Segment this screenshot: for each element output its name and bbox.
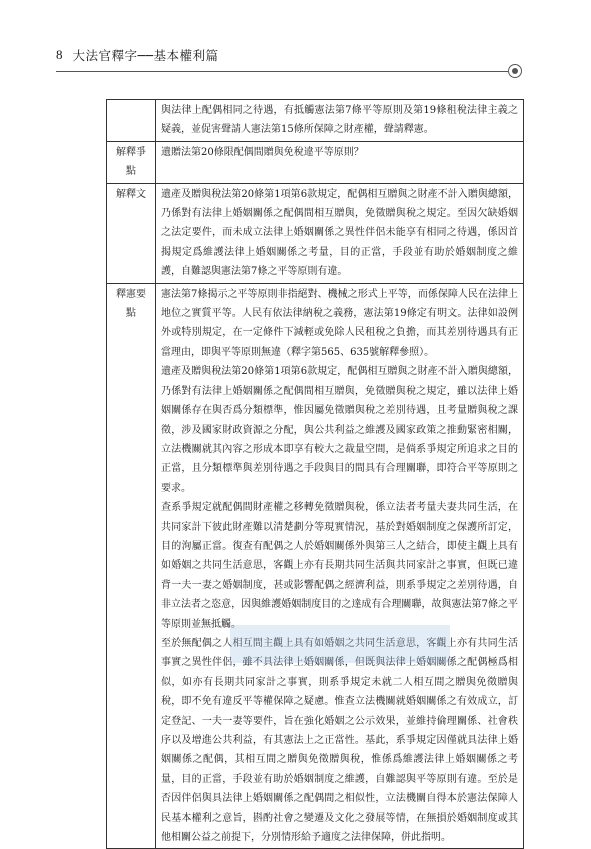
table-row <box>107 283 524 849</box>
continued-label-cell <box>107 100 156 142</box>
holding-cell <box>156 183 524 283</box>
table-row <box>107 100 524 142</box>
reasoning-paragraph: 查系爭規定就配偶間財產權之移轉免徵贈與稅，係立法者考量夫妻共同生活，在共同家計下彼此財產難以清楚劃分等現實情況，基於對婚姻制度之保護所訂定，目的洵屬正當。復查有配偶之人於婚姻關係外與第三人之結合，即使主觀上具有如婚姻之共同生活意思，客觀上亦有長期共同生活與共同家計之事實，但既已違背一夫一妻之婚姻制度，甚或影響配偶之經濟利益，則系爭規定之差別待遇，自非立法者之恣意，因與維護婚姻制度目的之達成有合理關聯，故與憲法第7條之平等原則並無抵觸。 <box>161 502 518 630</box>
table-row <box>107 183 524 283</box>
issue-text: 遺贈法第20條限配偶間贈與免稅違平等原則？ <box>161 146 364 158</box>
reasoning-paragraph: 至於無配偶之人相互間主觀上具有如婚姻之共同生活意思，客觀上亦有共同生活事實之異性伴侶，雖不具法律上婚姻關係，但既與法律上婚姻關係之配偶極爲相似，如亦有長期共同家計之事實，則系爭規定未就二人相互間之贈與免徵贈與稅，即不免有違反平等權保障之疑慮。惟查立法機關就婚姻關係之有效成立，訂定登記、一夫一妻等要件，旨在強化婚姻之公示效果，並維持倫理關係、社會秩序以及增進公共利益，有其憲法上之正當性。基此，系爭規定因僅就具法律上婚姻關係之配偶，其相互間之贈與免徵贈與稅，惟係爲維護法律上婚姻關係之考量，目的正當，手段並有助於婚姻制度之維護，自難認與平等原則有違。至於是否因伴侶與具法律上婚姻關係之配偶間之相似性，立法機關自得本於憲法保障人民基本權利之意旨，斟酌社會之變遷及文化之發展等情，在無損於婚姻制度或其他相關公益之前提下，分別情形給予適度之法律保障，併此指明。 <box>161 637 518 844</box>
holding-text: 遺產及贈與稅法第20條第1項第6款規定，配偶相互贈與之財產不計入贈與總額，乃係對有法律上婚姻關係之配偶間相互贈與，免徵贈與稅之規定。至因欠缺婚姻之法定要件，而未成立法律上婚姻關係之異性伴侶未能享有相同之待遇，係因首揭規定爲維護法律上婚姻關係之考量，目的正當，手段並有助於婚姻制度之維護，自難認與憲法第7條之平等原則有違。 <box>161 188 518 278</box>
holding-label: 解釋文 <box>107 183 156 283</box>
page-number: 8 <box>56 47 63 62</box>
continued-text-cell <box>156 100 524 142</box>
header-rule <box>56 71 508 72</box>
reasoning-paragraph: 遺產及贈與稅法第20條第1項第6款規定，配偶相互贈與之財產不計入贈與總額，乃係對有法律上婚姻關係之配偶間相互贈與，免徵贈與稅之規定，雖以法律上婚姻關係存在與否爲分類標準，惟因屬免徵贈與稅之差別待遇，且考量贈與稅之課徵，涉及國家財政資源之分配，與公共利益之維護及國家政策之推動緊密相關，立法機關就其內容之形成本即享有較大之裁量空間，是倘系爭規定所追求之目的正當，且分類標準與差別待遇之手段與目的間具有合理關聯，即符合平等原則之要求。 <box>161 366 518 494</box>
continued-text: 與法律上配偶相同之待遇，有抵觸憲法第7條平等原則及第19條租稅法律主義之疑義，並促害聲請人憲法第15條所保障之財產權，聲請釋憲。 <box>161 105 518 136</box>
running-title: 大法官釋字──基本權利篇 <box>72 48 219 63</box>
table-row <box>107 141 524 183</box>
interpretation-table <box>106 99 524 849</box>
issue-cell <box>156 141 524 183</box>
reasoning-paragraph: 憲法第7條揭示之平等原則非指絕對、機械之形式上平等，而係保障人民在法律上地位之實質平等。人民有依法律納稅之義務，憲法第19條定有明文。法律如設例外或特別規定，在一定條件下減輕或免除人民租稅之負擔，而其差別待遇具有正當理由，即與平等原則無違（釋字第565、635號解釋參照）。 <box>161 288 518 358</box>
issue-label: 解釋爭點 <box>107 141 156 183</box>
page-header <box>56 44 526 66</box>
reasoning-cell <box>156 283 524 849</box>
reasoning-label: 釋憲要點 <box>107 283 156 849</box>
header-ornament-icon <box>508 64 522 78</box>
